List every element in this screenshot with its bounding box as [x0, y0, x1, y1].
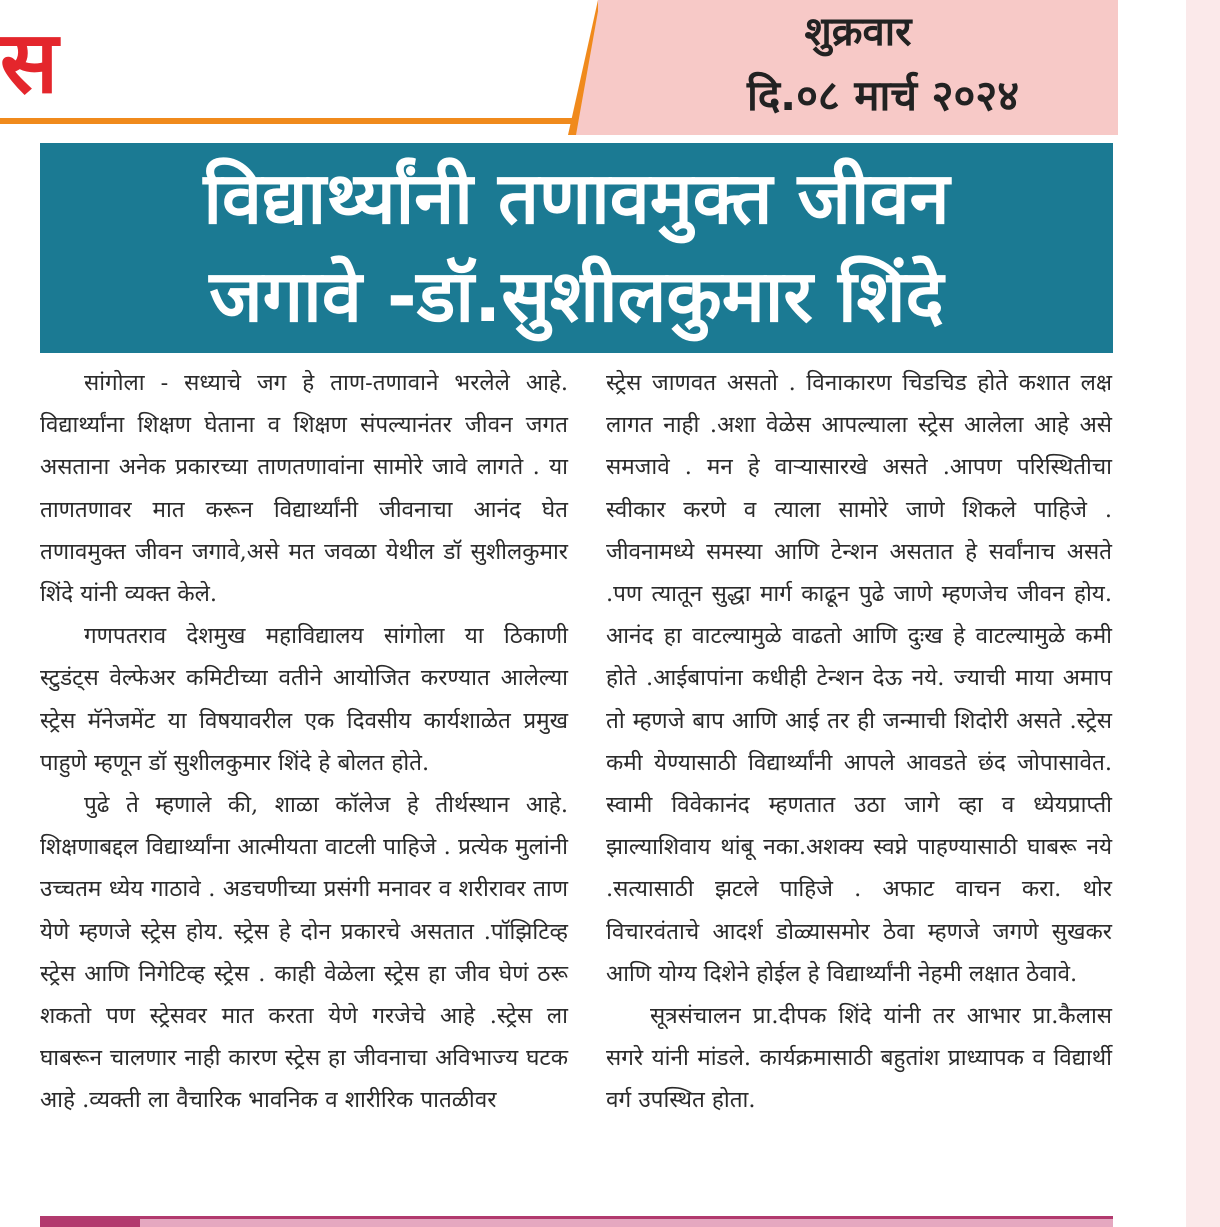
article-paragraph: सांगोला - सध्याचे जग हे ताण-तणावाने भरलेले आहे. विद्यार्थ्यांना शिक्षण घेताना व शिक्षण संपल्यानंतर जीवन जगत असताना अनेक प्रकारच्या ताणतणावांना सामोरे जावे लागते . या ताणतणावर मात करून विद्यार्थ्यांनी जीवनाचा आनंद घेत तणावमुक्त जीवन जगावे,असे मत जवळा येथील डॉ सुशीलकुमार शिंदे यांनी व्यक्त केले.	[40, 370, 568, 608]
headline-line-1: विद्यार्थ्यांनी तणावमुक्त जीवन	[203, 156, 950, 240]
article-paragraph: सूत्रसंचालन प्रा.दीपक शिंदे यांनी तर आभार प्रा.कैलास सगरे यांनी मांडले. कार्यक्रमासाठी बहुतांश प्राध्यापक व विद्यार्थी वर्ग उपस्थित होता.	[606, 1003, 1112, 1114]
headline-line-2: जगावे -डॉ.सुशीलकुमार शिंदे	[209, 254, 944, 338]
masthead	[0, 0, 1186, 135]
bottom-border-accent	[140, 1219, 1113, 1227]
masthead-divider	[0, 118, 600, 124]
article-headline	[40, 149, 1113, 345]
article-paragraph: पुढे ते म्हणाले की, शाळा कॉलेज हे तीर्थस्थान आहे. शिक्षणाबद्दल विद्यार्थ्यांना आत्मीयता वाटली पाहिजे . प्रत्येक मुलांनी उच्चतम ध्येय गाठावे . अडचणीच्या प्रसंगी मनावर व शरीरावर ताण येणे म्हणजे स्ट्रेस होय. स्ट्रेस हे दोन प्रकारचे असतात .पॉझिटिव्ह स्ट्रेस आणि निगेटिव्ह स्ट्रेस . काही वेळेला स्ट्रेस हा जीव घेणं ठरू शकतो पण स्ट्रेसवर मात करता येणे गरजेचे आहे .स्ट्रेस ला घाबरून चालणार नाही कारण स्ट्रेस हा जीवनाचा अविभाज्य घटक आहे .व्यक्ती ला वैचारिक भावनिक व शारीरिक पातळीवर	[40, 792, 568, 1114]
date-box	[598, 0, 1118, 135]
article-paragraph: स्ट्रेस जाणवत असतो . विनाकारण चिडचिड होते कशात लक्ष लागत नाही .अशा वेळेस आपल्याला स्ट्रेस आलेला आहे असे समजावे . मन हे वाऱ्यासारखे असते .आपण परिस्थितीचा स्वीकार करणे व त्याला सामोरे जाणे शिकले पाहिजे . जीवनामध्ये समस्या आणि टेन्शन असतात हे सर्वांनाच असते .पण त्यातून सुद्धा मार्ग काढून पुढे जाणे म्हणजेच जीवन होय. आनंद हा वाटल्यामुळे वाढतो आणि दुःख हे वाटल्यामुळे कमी होते .आईबापांना कधीही टेन्शन देऊ नये. ज्याची माया अमाप तो म्हणजे बाप आणि आई तर ही जन्माची शिदोरी असते .स्ट्रेस कमी येण्यासाठी विद्यार्थ्यांनी आपले आवडते छंद जोपासावेत. स्वामी विवेकानंद म्हणतात उठा जागे व्हा व ध्येयप्राप्ती झाल्याशिवाय थांबू नका.अशक्य स्वप्ने पाहण्यासाठी घाबरू नये .सत्यासाठी झटले पाहिजे . अफाट वाचन करा. थोर विचारवंताचे आदर्श डोळ्यासमोर ठेवा म्हणजे जगणे सुखकर आणि योग्य दिशेने होईल हे विद्यार्थ्यांनी नेहमी लक्षात ठेवावे.	[606, 370, 1112, 987]
weekday-label: शुक्रवार	[804, 9, 912, 55]
headline-banner	[40, 143, 1113, 353]
article-column-right	[606, 362, 1112, 1122]
article-paragraph: गणपतराव देशमुख महाविद्यालय सांगोला या ठिकाणी स्टुडंट्स वेल्फेअर कमिटीच्या वतीने आयोजित करण्यात आलेल्या स्ट्रेस मॅनेजमेंट या विषयावरील एक दिवसीय कार्यशाळेत प्रमुख पाहुणे म्हणून डॉ सुशीलकुमार शिंदे हे बोलत होते.	[40, 623, 568, 776]
issue-date: दि.०८ मार्च २०२४	[746, 71, 1020, 120]
article-column-left	[40, 362, 568, 1122]
newspaper-logo: स	[0, 13, 57, 113]
page-edge-strip	[1186, 0, 1220, 1227]
